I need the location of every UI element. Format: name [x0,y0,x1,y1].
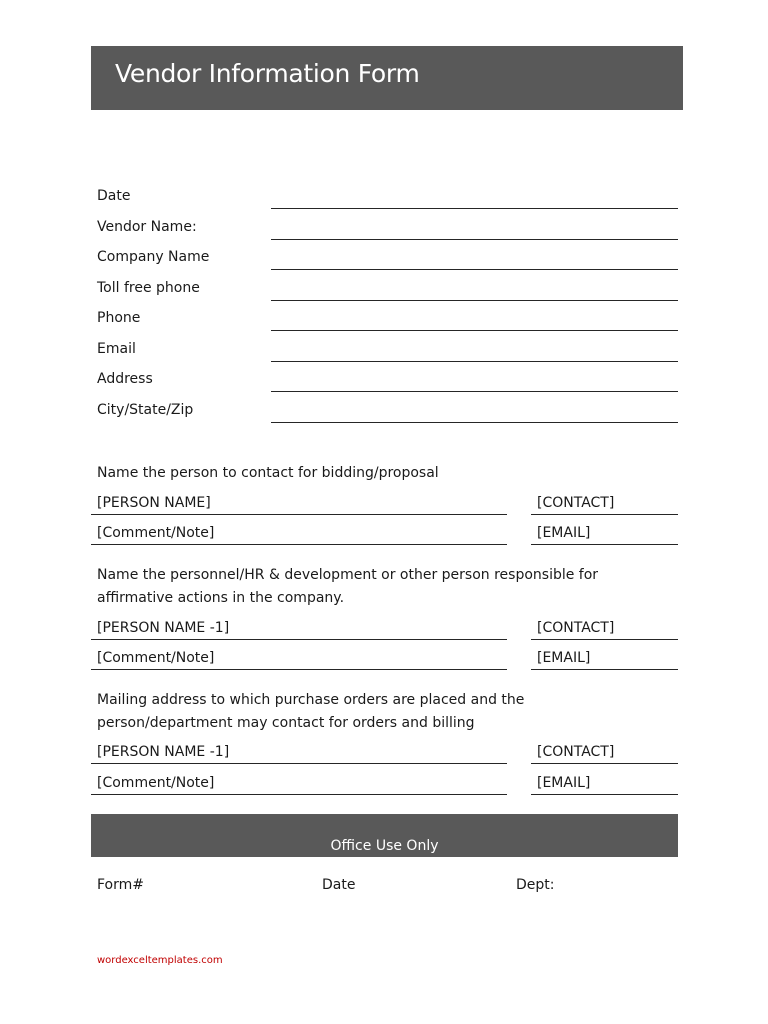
field-row-toll-free-phone [0,278,768,308]
field-label-company-name: Company Name [97,249,210,265]
field-label-phone: Phone [97,310,141,326]
date-field[interactable] [271,208,678,209]
toll-free-phone-field[interactable] [271,300,678,301]
field-row-date [0,186,768,216]
hr-comment-field[interactable] [91,649,507,670]
bidding-email-text: [EMAIL] [537,525,591,541]
bidding-contact-description: Name the person to contact for bidding/proposal [97,465,439,481]
mailing-email-text: [EMAIL] [537,775,591,791]
mailing-person-name-text: [PERSON NAME -1] [97,744,230,760]
field-label-email: Email [97,341,136,357]
office-use-title: Office Use Only [330,838,439,854]
address-field[interactable] [271,391,678,392]
mailing-contact-text: [CONTACT] [537,744,615,760]
hr-person-name-text: [PERSON NAME -1] [97,620,230,636]
vendor-name-field[interactable] [271,239,678,240]
field-row-email [0,339,768,369]
field-row-address [0,369,768,399]
office-dept-label: Dept: [516,877,555,893]
bidding-contact-row-1 [0,494,768,520]
field-label-date: Date [97,188,131,204]
office-use-bar [91,814,678,857]
form-title: Vendor Information Form [115,59,420,88]
mailing-contact-field[interactable] [531,743,678,764]
bidding-email-field[interactable] [531,524,678,545]
field-row-vendor-name [0,217,768,247]
hr-contact-row-2 [0,649,768,675]
hr-email-text: [EMAIL] [537,650,591,666]
mailing-contact-row-1 [0,743,768,769]
mailing-comment-field[interactable] [91,774,507,795]
office-form-number-label: Form# [97,877,144,893]
phone-field[interactable] [271,330,678,331]
hr-contact-row-1 [0,619,768,645]
footer-website-link[interactable]: wordexceltemplates.com [97,955,223,966]
field-label-city-state-zip: City/State/Zip [97,402,194,418]
office-date-label: Date [322,877,356,893]
field-row-company-name [0,247,768,277]
hr-comment-text: [Comment/Note] [97,650,215,666]
hr-email-field[interactable] [531,649,678,670]
mailing-person-name-field[interactable] [91,743,507,764]
field-row-phone [0,308,768,338]
hr-person-name-field[interactable] [91,619,507,640]
mailing-email-field[interactable] [531,774,678,795]
city-state-zip-field[interactable] [271,422,678,423]
field-label-address: Address [97,371,153,387]
bidding-contact-text: [CONTACT] [537,495,615,511]
field-label-toll-free-phone: Toll free phone [97,280,200,296]
email-field[interactable] [271,361,678,362]
bidding-comment-field[interactable] [91,524,507,545]
bidding-comment-text: [Comment/Note] [97,525,215,541]
bidding-person-name-text: [PERSON NAME] [97,495,211,511]
mailing-contact-row-2 [0,774,768,800]
title-bar [91,46,683,110]
bidding-contact-field[interactable] [531,494,678,515]
hr-contact-text: [CONTACT] [537,620,615,636]
bidding-contact-row-2 [0,524,768,550]
hr-contact-field[interactable] [531,619,678,640]
bidding-person-name-field[interactable] [91,494,507,515]
mailing-comment-text: [Comment/Note] [97,775,215,791]
company-name-field[interactable] [271,269,678,270]
mailing-contact-description: Mailing address to which purchase orders are placed and the person/department may contact for orders and billing [97,692,525,731]
field-label-vendor-name: Vendor Name: [97,219,197,235]
field-row-city-state-zip [0,400,768,430]
hr-contact-description: Name the personnel/HR & development or other person responsible for affirmative actions in the company. [97,567,599,606]
